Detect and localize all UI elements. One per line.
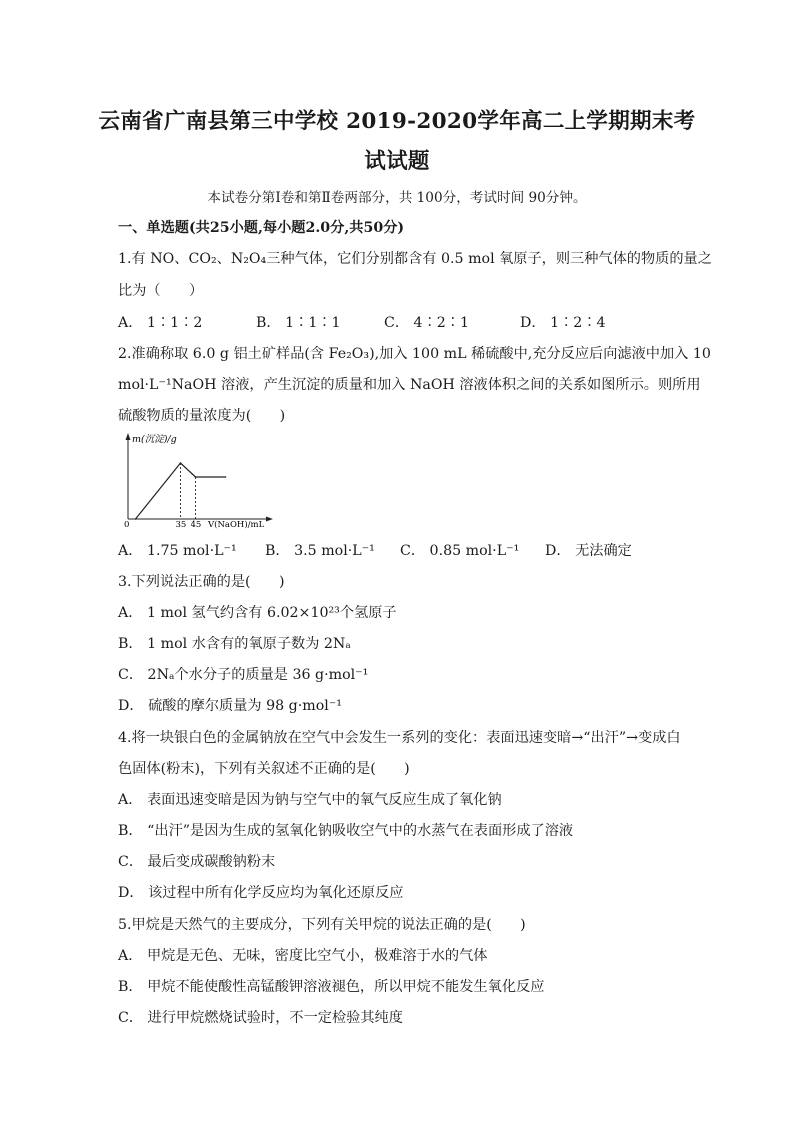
q5-stem: 5.甲烷是天然气的主要成分，下列有关甲烷的说法正确的是( ) bbox=[118, 917, 526, 933]
q2-option-a: A． 1.75 mol·L⁻¹ bbox=[118, 543, 237, 559]
x-tick-label-35: 35 bbox=[175, 520, 187, 529]
q2-stem-line3: 硫酸物质的量浓度为( ) bbox=[118, 408, 286, 424]
exam-title-line1: 云南省广南县第三中学校 2019-2020学年高二上学期期末考 bbox=[98, 109, 696, 134]
q1-stem-line1: 1.有 NO、CO₂、N₂O₄三种气体，它们分别都含有 0.5 mol 氧原子，则三种气体的物质的量之 bbox=[118, 251, 712, 267]
q2-stem-line1: 2.准确称取 6.0 g 铝土矿样品(含 Fe₂O₃),加入 100 mL 稀硫酸中,充分反应后向滤液中加入 10 bbox=[118, 346, 711, 362]
q1-option-d: D． 1∶2∶4 bbox=[520, 315, 606, 331]
q4-option-c: C． 最后变成碳酸钠粉末 bbox=[118, 854, 276, 870]
q2-option-d: D． 无法确定 bbox=[545, 543, 632, 559]
exam-title-line2: 试试题 bbox=[364, 149, 430, 174]
section-heading: 一、单选题(共25小题,每小题2.0分,共50分) bbox=[118, 220, 405, 236]
q1-option-c: C． 4∶2∶1 bbox=[384, 315, 470, 331]
y-axis-arrow bbox=[126, 433, 131, 440]
q3-option-a: A． 1 mol 氢气约含有 6.02×10²³个氢原子 bbox=[118, 605, 397, 621]
q5-option-b: B． 甲烷不能使酸性高锰酸钾溶液褪色，所以甲烷不能发生氧化反应 bbox=[118, 979, 545, 995]
precipitate-volume-chart bbox=[118, 431, 278, 529]
q4-stem-line2: 色固体(粉末)，下列有关叙述不正确的是( ) bbox=[118, 761, 410, 777]
q3-stem: 3.下列说法正确的是( ) bbox=[118, 574, 285, 590]
exam-intro: 本试卷分第Ⅰ卷和第Ⅱ卷两部分，共 100分，考试时间 90分钟。 bbox=[207, 190, 587, 206]
q4-option-b: B． “出汗”是因为生成的氢氧化钠吸收空气中的水蒸气在表面形成了溶液 bbox=[118, 823, 574, 839]
q4-stem-line1: 4.将一块银白色的金属钠放在空气中会发生一系列的变化：表面迅速变暗→“出汗”→变成白 bbox=[118, 730, 681, 746]
data-point bbox=[225, 476, 227, 478]
q4-option-d: D． 该过程中所有化学反应均为氧化还原反应 bbox=[118, 885, 404, 901]
q3-option-c: C． 2Nₐ个水分子的质量是 36 g·mol⁻¹ bbox=[118, 667, 369, 683]
q3-option-b: B． 1 mol 水含有的氧原子数为 2Nₐ bbox=[118, 636, 351, 652]
q4-option-a: A． 表面迅速变暗是因为钠与空气中的氧气反应生成了氧化钠 bbox=[118, 792, 502, 808]
x-tick-label-45: 45 bbox=[190, 520, 202, 529]
q5-option-a: A． 甲烷是无色、无味，密度比空气小，极难溶于水的气体 bbox=[118, 948, 488, 964]
q2-option-b: B． 3.5 mol·L⁻¹ bbox=[265, 543, 375, 559]
q2-option-c: C． 0.85 mol·L⁻¹ bbox=[400, 543, 520, 559]
q1-option-b: B． 1∶1∶1 bbox=[256, 315, 341, 331]
q3-option-d: D． 硫酸的摩尔质量为 98 g·mol⁻¹ bbox=[118, 698, 342, 714]
q2-stem-line2: mol·L⁻¹NaOH 溶液，产生沉淀的质量和加入 NaOH 溶液体积之间的关系如图所示。则所用 bbox=[118, 377, 701, 393]
y-axis-label: m(沉淀)/g bbox=[132, 434, 177, 445]
q5-option-c: C． 进行甲烷燃烧试验时，不一定检验其纯度 bbox=[118, 1010, 403, 1026]
x-axis-label: V(NaOH)/mL bbox=[208, 520, 265, 529]
origin-label: 0 bbox=[124, 520, 130, 529]
x-axis-arrow bbox=[266, 517, 273, 522]
data-point bbox=[135, 518, 137, 520]
q1-stem-line2: 比为（ ） bbox=[118, 283, 204, 299]
q1-option-a: A． 1∶1∶2 bbox=[118, 315, 203, 331]
